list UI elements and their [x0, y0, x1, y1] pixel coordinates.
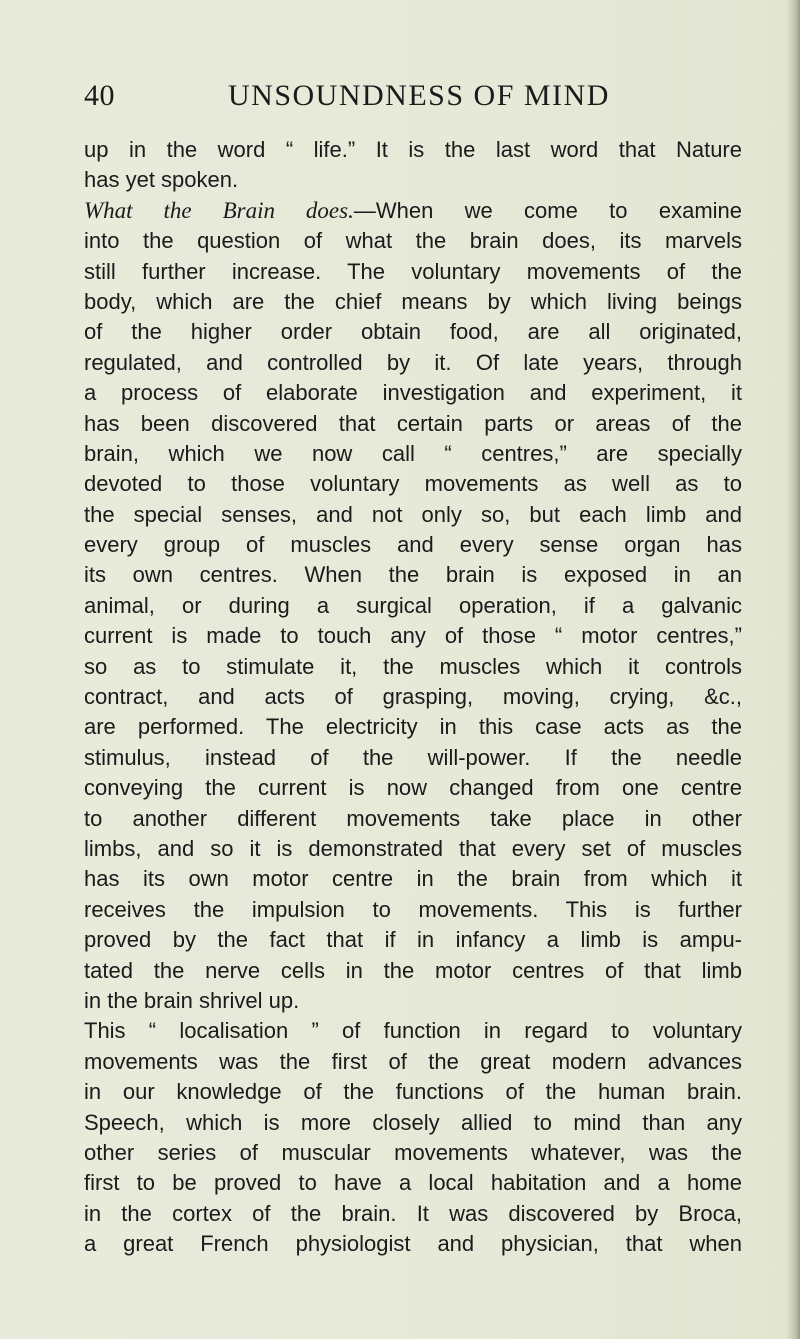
- text-line: [84, 500, 742, 530]
- line-text: a process of elaborate investigation and experiment, it: [84, 380, 742, 406]
- text-line: [84, 712, 742, 742]
- text-line: [84, 743, 742, 773]
- text-line: [84, 1229, 742, 1259]
- line-text: other series of muscular movements whatever, was the: [84, 1139, 742, 1165]
- text-line: [84, 925, 742, 955]
- text-line: [84, 409, 742, 439]
- line-text: current is made to touch any of those “ motor centres,”: [84, 623, 742, 649]
- text-line: [84, 1108, 742, 1138]
- line-text: has been discovered that certain parts or areas of the: [84, 410, 742, 436]
- line-text: in the cortex of the brain. It was discovered by Broca,: [84, 1200, 742, 1226]
- line-text: body, which are the chief means by which living beings: [84, 288, 742, 314]
- line-text: —When we come to examine: [353, 197, 742, 223]
- line-text: up in the word “ life.” It is the last word that Nature: [84, 137, 742, 162]
- text-line: [84, 560, 742, 590]
- text-line: [84, 1168, 742, 1198]
- text-line: [84, 1016, 742, 1046]
- text-line: [84, 804, 742, 834]
- text-line: [84, 378, 742, 408]
- page-number: 40: [84, 79, 115, 112]
- page-edge-shadow: [786, 0, 800, 1339]
- line-text: so as to stimulate it, the muscles which it controls: [84, 653, 742, 679]
- running-head: UNSOUNDNESS OF MIND: [228, 79, 610, 112]
- text-line: [84, 834, 742, 864]
- body-text: [84, 135, 742, 1259]
- line-text: a great French physiologist and physician, that when: [84, 1231, 742, 1257]
- text-line: [84, 257, 742, 287]
- text-line: [84, 773, 742, 803]
- text-line: [84, 652, 742, 682]
- line-text: of the higher order obtain food, are all originated,: [84, 319, 742, 345]
- text-line: [84, 591, 742, 621]
- text-line: [84, 1199, 742, 1229]
- text-line: [84, 895, 742, 925]
- text-line: [84, 348, 742, 378]
- line-text: receives the impulsion to movements. This is further: [84, 896, 742, 922]
- text-line: [84, 287, 742, 317]
- line-text: brain, which we now call “ centres,” are specially: [84, 440, 742, 466]
- text-line: [84, 317, 742, 347]
- text-line: [84, 226, 742, 256]
- line-text: conveying the current is now changed from one centre: [84, 775, 742, 801]
- line-text: into the question of what the brain does, its marvels: [84, 228, 742, 254]
- line-text: to another different movements take place in other: [84, 805, 742, 831]
- text-line: [84, 1138, 742, 1168]
- text-line: [84, 165, 742, 195]
- text-line: [84, 469, 742, 499]
- line-text: This “ localisation ” of function in regard to voluntary: [84, 1018, 742, 1044]
- line-text: still further increase. The voluntary movements of the: [84, 258, 742, 284]
- line-text: in our knowledge of the functions of the human brain.: [84, 1079, 742, 1105]
- page-header: [84, 78, 739, 118]
- line-text: has yet spoken.: [84, 167, 239, 193]
- section-heading: What the Brain does.: [84, 197, 354, 223]
- text-line: [84, 439, 742, 469]
- line-text: every group of muscles and every sense organ has: [84, 532, 742, 558]
- text-line: [84, 135, 742, 165]
- line-text: movements was the first of the great modern advances: [84, 1048, 742, 1074]
- text-line: [84, 530, 742, 560]
- text-line: [84, 1047, 742, 1077]
- line-text: tated the nerve cells in the motor centres of that limb: [84, 957, 742, 983]
- line-text: first to be proved to have a local habitation and a home: [84, 1170, 742, 1196]
- line-text: Speech, which is more closely allied to mind than any: [84, 1109, 742, 1135]
- line-text: contract, and acts of grasping, moving, crying, &c.,: [84, 684, 742, 710]
- text-line: [84, 864, 742, 894]
- line-text: has its own motor centre in the brain from which it: [84, 866, 742, 892]
- line-text: animal, or during a surgical operation, if a galvanic: [84, 592, 742, 618]
- line-text: regulated, and controlled by it. Of late years, through: [84, 349, 742, 375]
- text-line: [84, 1077, 742, 1107]
- text-line: [84, 986, 742, 1016]
- line-text: stimulus, instead of the will-power. If the needle: [84, 744, 742, 770]
- line-text: devoted to those voluntary movements as well as to: [84, 471, 742, 497]
- line-text: the special senses, and not only so, but each limb and: [84, 501, 742, 527]
- text-line: [84, 956, 742, 986]
- line-text: its own centres. When the brain is exposed in an: [84, 562, 742, 588]
- line-text: in the brain shrivel up.: [84, 987, 300, 1013]
- line-text: proved by the fact that if in infancy a limb is ampu-: [84, 927, 742, 953]
- text-line: [84, 196, 742, 226]
- line-text: limbs, and so it is demonstrated that every set of muscles: [84, 835, 742, 861]
- line-text: are performed. The electricity in this case acts as the: [84, 714, 742, 740]
- text-line: [84, 621, 742, 651]
- text-line: [84, 682, 742, 712]
